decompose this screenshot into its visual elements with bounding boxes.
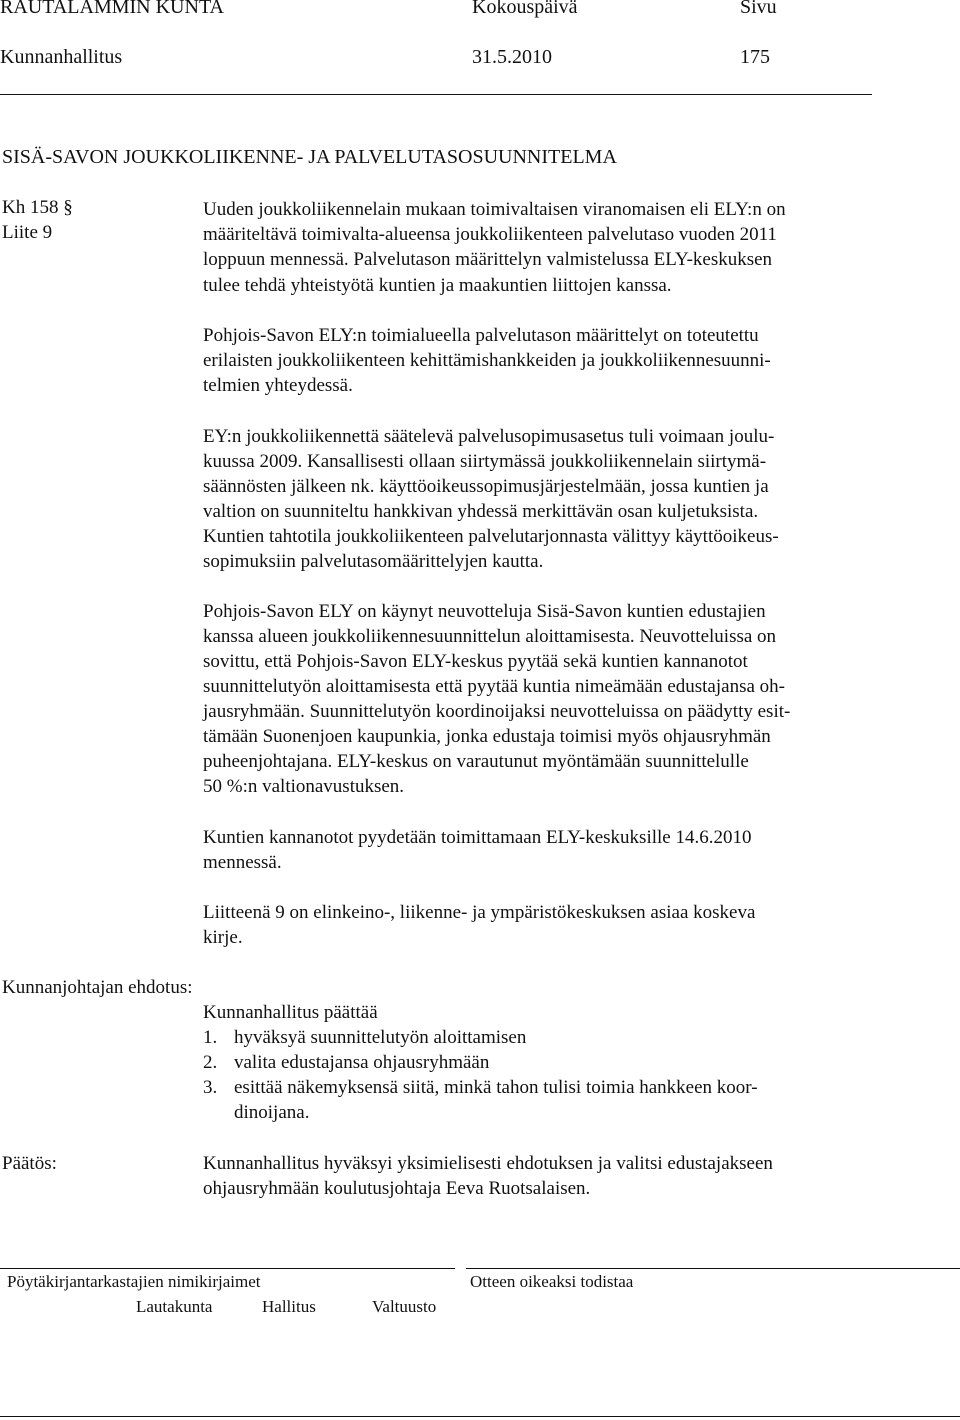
text-line: määriteltävä toimivalta-alueensa joukkoliikenteen palvelutaso vuoden 2011 [203, 224, 777, 245]
text-line: erilaisten joukkoliikenteen kehittämishankkeiden ja joukkoliikennesuunni- [203, 350, 771, 371]
text-line: ohjausryhmään koulutusjohtaja Eeva Ruotsalaisen. [203, 1178, 591, 1199]
section-sign: § [63, 197, 73, 218]
text-line: tulee tehdä yhteistyötä kuntien ja maakuntien liittojen kanssa. [203, 275, 672, 296]
case-number [2, 197, 73, 219]
text-line: telmien yhteydessä. [203, 375, 353, 396]
governing-body: Kunnanhallitus [0, 46, 123, 68]
page-title: SISÄ-SAVON JOUKKOLIIKENNE- JA PALVELUTASOSUUNNITELMA [2, 146, 617, 168]
footer-body-board: Lautakunta [136, 1297, 213, 1316]
list-item-number: 1. [203, 1027, 218, 1048]
text-line: Liitteenä 9 on elinkeino-, liikenne- ja ympäristökeskuksen asiaa koskeva [203, 902, 756, 923]
text-line: kanssa alueen joukkoliikennesuunnittelun aloittamisesta. Neuvotteluissa on [203, 626, 777, 647]
list-item: valita edustajansa ohjausryhmään [234, 1052, 490, 1073]
meeting-date-label: Kokouspäivä [472, 0, 578, 18]
text-line: kuussa 2009. Kansallisesti ollaan siirtymässä joukkoliikennelain siirtymä- [203, 451, 767, 472]
text-line: loppuun mennessä. Palvelutason määrittelyn valmistelussa ELY-keskuksen [203, 249, 773, 270]
text-line: tämään Suonenjoen kaupunkia, jonka edustaja toimisi myös ohjausryhmän [203, 726, 771, 747]
header-rule [0, 94, 872, 95]
copy-certification-label: Otteen oikeaksi todistaa [470, 1272, 634, 1291]
case-kh: Kh 158 [2, 197, 59, 218]
text-line: suunnittelutyön aloittamisesta että pyytää kuntia nimeämään edustajansa oh- [203, 676, 785, 697]
text-line: sovittu, että Pohjois-Savon ELY-keskus pyytää sekä kuntien kannanotot [203, 651, 748, 672]
proposal-intro: Kunnanhallitus päättää [203, 1002, 378, 1023]
text-line: säännösten jälkeen nk. käyttöoikeussopimusjärjestelmään, jossa kuntien ja [203, 476, 769, 497]
list-item-continuation: dinoijana. [234, 1102, 310, 1123]
list-item-number: 2. [203, 1052, 218, 1073]
footer-body-government: Hallitus [262, 1297, 316, 1316]
text-line: Pohjois-Savon ELY:n toimialueella palvelutason määrittelyt on toteutettu [203, 325, 759, 346]
decision-label: Päätös: [2, 1153, 57, 1174]
text-line: valtion on suunniteltu hankkivan yhdessä merkittävän osan kuljetuksista. [203, 501, 759, 522]
meeting-date: 31.5.2010 [472, 46, 552, 68]
list-item: hyväksyä suunnittelutyön aloittamisen [234, 1027, 527, 1048]
footer-rule-right [466, 1268, 960, 1269]
footer-rule-left [0, 1268, 455, 1269]
text-line: Kunnanhallitus hyväksyi yksimielisesti ehdotuksen ja valitsi edustajakseen [203, 1153, 773, 1174]
text-line: mennessä. [203, 852, 282, 873]
text-line: kirje. [203, 927, 243, 948]
text-line: jausryhmään. Suunnittelutyön koordinoijaksi neuvotteluissa on päädytty esit- [203, 701, 791, 722]
text-line: sopimuksiin palvelutasomäärittelyjen kautta. [203, 551, 544, 572]
municipality-name: RAUTALAMMIN KUNTA [0, 0, 225, 18]
text-line: puheenjohtajana. ELY-keskus on varautunut myöntämään suunnittelulle [203, 751, 749, 772]
footer-bottom-rule [0, 1416, 960, 1417]
text-line: Uuden joukkoliikennelain mukaan toimivaltaisen viranomaisen eli ELY:n on [203, 199, 786, 220]
attachment-reference: Liite 9 [2, 222, 53, 243]
text-line: Kuntien tahtotila joukkoliikenteen palvelutarjonnasta välittyy käyttöoikeus- [203, 526, 779, 547]
text-line: Pohjois-Savon ELY on käynyt neuvotteluja Sisä-Savon kuntien edustajien [203, 601, 766, 622]
page-label: Sivu [740, 0, 777, 18]
text-line: Kuntien kannanotot pyydetään toimittamaan ELY-keskuksille 14.6.2010 [203, 827, 752, 848]
list-item: esittää näkemyksensä siitä, minkä tahon tulisi toimia hankkeen koor- [234, 1077, 758, 1098]
signatures-label: Pöytäkirjantarkastajien nimikirjaimet [7, 1272, 261, 1291]
text-line: 50 %:n valtionavustuksen. [203, 776, 405, 797]
proposal-label: Kunnanjohtajan ehdotus: [2, 977, 193, 998]
page-number: 175 [740, 46, 770, 68]
list-item-number: 3. [203, 1077, 218, 1098]
text-line: EY:n joukkoliikennettä säätelevä palvelusopimusasetus tuli voimaan joulu- [203, 426, 775, 447]
footer-body-council: Valtuusto [372, 1297, 437, 1316]
